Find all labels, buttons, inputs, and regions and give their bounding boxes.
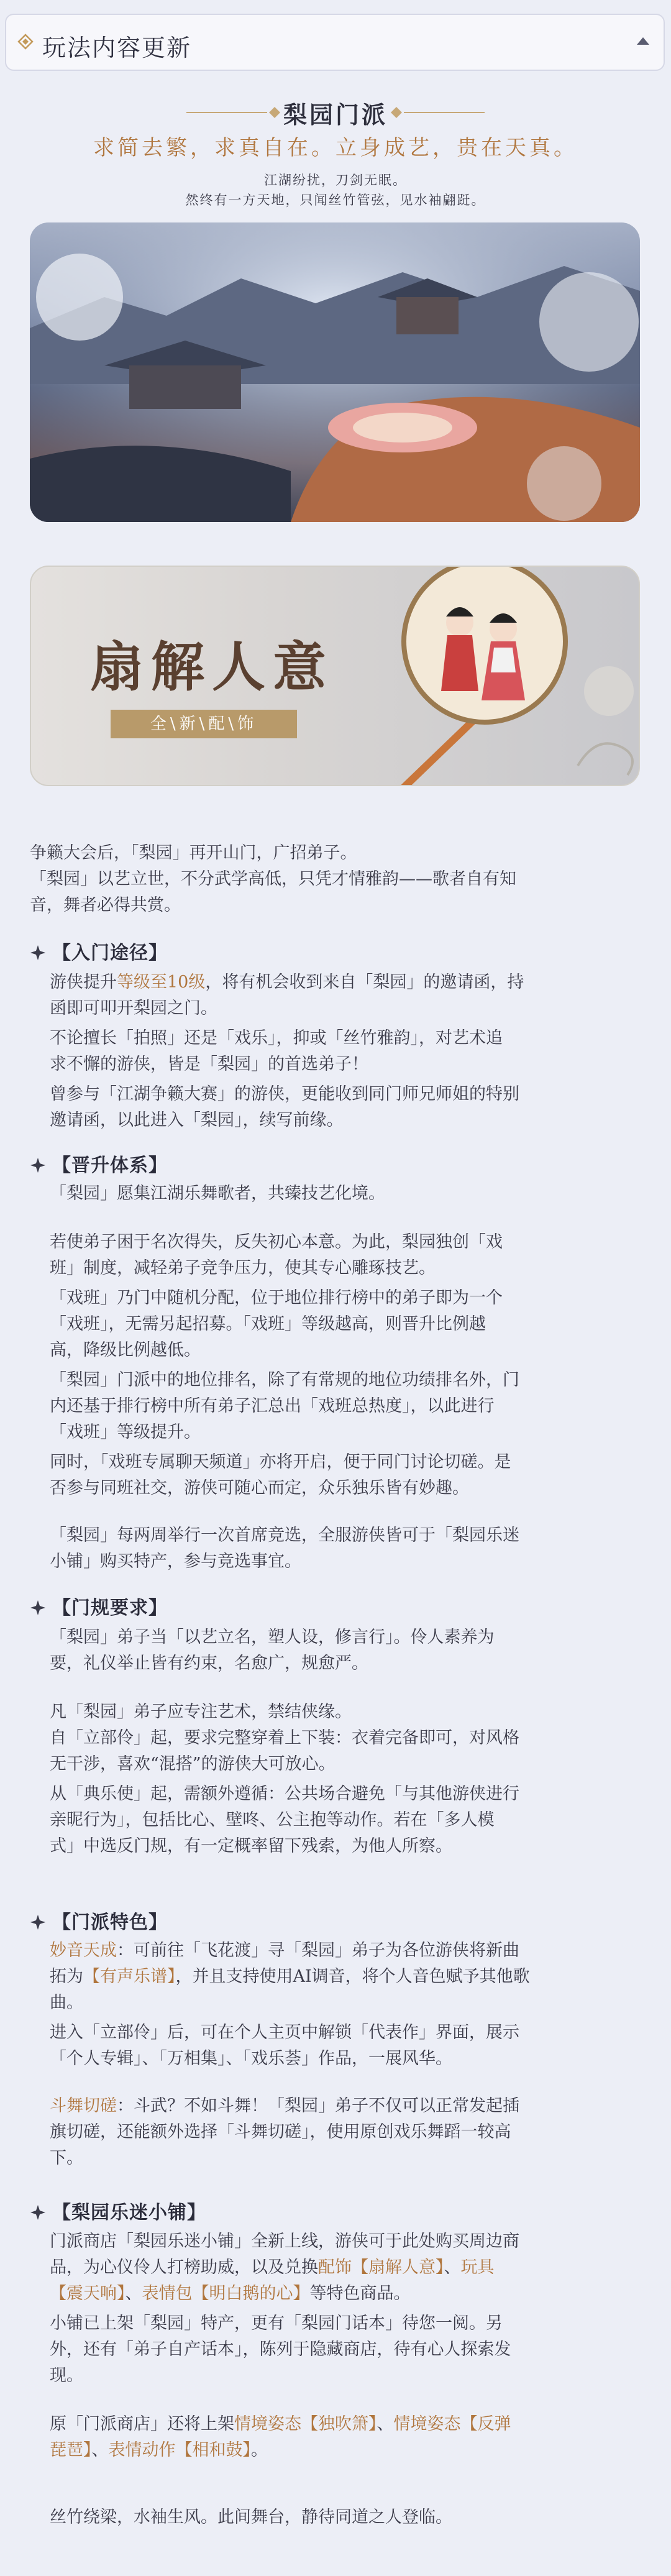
paragraph: 原「门派商店」还将上架情境姿态【独吹箫】、情境姿态【反弹 <box>50 2414 511 2434</box>
paragraph: 【震天响】、表情包【明白鹅的心】等特色商品。 <box>50 2284 411 2303</box>
heading-promotion-system: 【晋升体系】 <box>30 1150 168 1177</box>
fan-illustration <box>367 566 572 786</box>
heading-fan-shop: 【梨园乐迷小铺】 <box>30 2197 206 2224</box>
cloud-ornament-icon <box>572 641 640 784</box>
paragraph: 斗舞切磋：斗武？不如斗舞！「梨园」弟子不仅可以正常发起插 <box>50 2096 519 2115</box>
paragraph: 无干涉，喜欢“混搭”的游侠大可放心。 <box>50 1754 336 1774</box>
paragraph: 亲昵行为」，包括比心、壁咚、公主抱等动作。若在「多人模 <box>50 1810 495 1830</box>
paragraph: 式」中选反门规，有一定概率留下残索，为他人所察。 <box>50 1836 452 1856</box>
paragraph: 内还基于排行榜中所有弟子汇总出「戏班总热度」，以此进行 <box>50 1396 495 1416</box>
header-title: 玩法内容更新 <box>42 34 192 62</box>
paragraph: 旗切磋，还能额外选择「斗舞切磋」，使用原创戏乐舞蹈一较高 <box>50 2122 511 2142</box>
paragraph: 小铺」购买特产，参与竞选事宜。 <box>50 1552 301 1571</box>
paragraph: 从「典乐使」起，需额外遵循：公共场合避免「与其他游侠进行 <box>50 1784 519 1804</box>
paragraph: 游侠提升等级至10级，将有机会收到来自「梨园」的邀请函，持 <box>50 973 524 992</box>
paragraph: 曲。 <box>50 1993 83 2012</box>
section-subtitle: 然终有一方天地，只闻丝竹管弦，见水袖翩跹。 <box>185 193 486 208</box>
paragraph: 若使弟子困于名次得失，反失初心本意。为此，梨园独创「戏 <box>50 1232 503 1252</box>
closing-line: 丝竹绕梁，水袖生风。此间舞台，静待同道之人登临。 <box>50 2508 452 2527</box>
ornament-icon <box>390 106 403 119</box>
intro-line: 音，舞者必得共赏。 <box>30 896 181 915</box>
paragraph: 否参与同班社交，游侠可随心而定，众乐独乐皆有妙趣。 <box>50 1478 469 1498</box>
intro-line: 「梨园」以艺立世，不分武学高低，只凭才情雅韵——歌者自有知 <box>30 869 516 889</box>
paragraph: 「梨园」弟子当「以艺立名，塑人设，修言行」。伶人素养为 <box>50 1628 495 1647</box>
paragraph: 品，为心仪伶人打榜助威，以及兑换配饰【扇解人意】、玩具 <box>50 2258 495 2277</box>
heading-entry-path: 【入门途径】 <box>30 937 168 965</box>
paragraph: 曾参与「江湖争籁大赛」的游侠，更能收到同门师兄师姐的特别 <box>50 1084 519 1104</box>
paragraph: 凡「梨园」弟子应专注艺术，禁结侠缘。 <box>50 1702 352 1721</box>
paragraph: 「戏班」等级提升。 <box>50 1423 201 1442</box>
fan-accessory-banner <box>30 566 640 786</box>
paragraph: 邀请函，以此进入「梨园」，续写前缘。 <box>50 1111 344 1130</box>
paragraph: 自「立部伶」起，要求完整穿着上下装：衣着完备即可，对风格 <box>50 1728 519 1748</box>
heading-sect-rules: 【门规要求】 <box>30 1592 168 1620</box>
banner-tag: 全\新\配\饰 <box>111 710 297 738</box>
paragraph: 不论擅长「拍照」还是「戏乐」，抑或「丝竹雅韵」，对艺术追 <box>50 1029 503 1048</box>
sparkle-icon <box>30 1914 46 1930</box>
banner-title: 扇解人意 <box>90 636 334 699</box>
paragraph: 琵琶】、表情动作【相和鼓】。 <box>50 2441 268 2460</box>
sparkle-icon <box>30 1600 46 1616</box>
content-update-header[interactable] <box>5 14 665 71</box>
sparkle-icon <box>30 2204 46 2221</box>
palace-scene-art <box>30 222 640 522</box>
sparkle-icon <box>30 1157 46 1173</box>
paragraph: 「梨园」每两周举行一次首席竞选，全服游侠皆可于「梨园乐迷 <box>50 1526 519 1545</box>
paragraph: 「梨园」门派中的地位排名，除了有常规的地位功绩排名外，门 <box>50 1370 519 1390</box>
paragraph: 「戏班」乃门中随机分配，位于地位排行榜中的弟子即为一个 <box>50 1288 503 1308</box>
divider-right <box>404 112 485 113</box>
paragraph: 要，礼仪举止皆有约束，名愈广，规愈严。 <box>50 1654 368 1673</box>
collapse-caret-icon[interactable] <box>636 36 650 46</box>
paragraph: 「个人专辑」、「万相集」、「戏乐荟」作品，一展风华。 <box>50 2049 452 2068</box>
section-subtitle: 江湖纷扰，刀剑无眠。 <box>264 173 407 188</box>
paragraph: 班」制度，减轻弟子竞争压力，使其专心雕琢技艺。 <box>50 1258 436 1278</box>
paragraph: 同时，「戏班专属聊天频道」亦将开启，便于同门讨论切磋。是 <box>50 1452 511 1472</box>
paragraph: 小铺已上架「梨园」特产，更有「梨园门话本」待您一阅。另 <box>50 2314 503 2333</box>
intro-line: 争籁大会后，「梨园」再开山门，广招弟子。 <box>30 843 357 863</box>
paragraph: 外，还有「弟子自产话本」，陈列于隐藏商店，待有心人探索发 <box>50 2340 511 2359</box>
paragraph: 拓为【有声乐谱】，并且支持使用AI调音，将个人音色赋予其他歌 <box>50 1967 530 1986</box>
section-motto: 求简去繁，求真自在。立身成艺，贵在天真。 <box>93 135 578 160</box>
paragraph: 「戏班」，无需另起招募。「戏班」等级越高，则晋升比例越 <box>50 1314 486 1334</box>
section-title: 梨园门派 <box>283 101 388 129</box>
paragraph: 下。 <box>50 2148 83 2168</box>
paragraph: 函即可叩开梨园之门。 <box>50 999 217 1018</box>
paragraph: 求不懈的游侠，皆是「梨园」的首选弟子！ <box>50 1055 368 1074</box>
paragraph: 妙音天成：可前往「飞花渡」寻「梨园」弟子为各位游侠将新曲 <box>50 1941 519 1960</box>
diamond-icon <box>17 34 34 50</box>
paragraph: 「梨园」愿集江湖乐舞歌者，共臻技艺化境。 <box>50 1184 385 1203</box>
heading-sect-features: 【门派特色】 <box>30 1907 168 1934</box>
sparkle-icon <box>30 945 46 961</box>
paragraph: 门派商店「梨园乐迷小铺」全新上线，游侠可于此处购买周边商 <box>50 2232 519 2251</box>
section-heading <box>0 93 671 131</box>
palace-scene-image <box>30 222 640 522</box>
paragraph: 现。 <box>50 2366 83 2385</box>
paragraph: 高，降级比例越低。 <box>50 1341 201 1360</box>
paragraph: 进入「立部伶」后，可在个人主页中解锁「代表作」界面，展示 <box>50 2023 519 2042</box>
